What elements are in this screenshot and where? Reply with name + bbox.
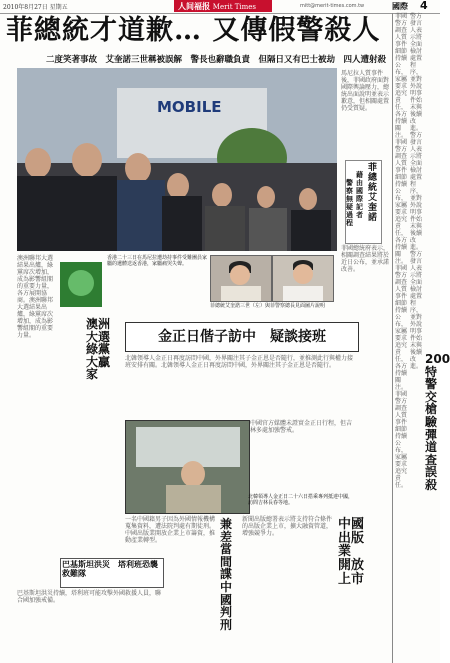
photo-caption: 香港二十三日在馬尼拉遭劫持事件受難團員家屬的遺體送返香港，家屬痛哭失聲。 xyxy=(107,255,208,267)
police-photo xyxy=(272,255,334,302)
left-column-text: 澳洲聯邦大選結果出爐，綠黨席次增加，成為影響組閣的重要力量，各方展開協商。澳洲聯邦大選結果出爐，綠黨席次增加，成為影響組閣的重要力量。 xyxy=(17,255,54,339)
person-body xyxy=(249,208,287,251)
clothing xyxy=(166,485,221,513)
issue-date: 2010年8月27日 星期五 xyxy=(3,4,68,11)
person-body xyxy=(205,206,245,251)
australia-headline: 澳洲大選 綠黨大贏家 xyxy=(86,317,123,382)
person-body xyxy=(117,180,165,251)
flood-headline: 巴基斯坦洪災 塔利班恐襲救難隊 xyxy=(62,559,158,578)
person-head xyxy=(72,143,102,177)
person-head xyxy=(299,188,317,210)
box-line-3: 警察無疑過程 xyxy=(346,178,353,227)
page-number: 4 xyxy=(420,0,428,12)
logo-text: 人间福报 xyxy=(178,1,210,11)
main-photo xyxy=(17,68,337,251)
box-line-2: 藉由國際記者 xyxy=(356,170,363,219)
publishing-headline: 中國出版業 開放上市 xyxy=(338,517,365,587)
spy-headline: 兼差當間諜 中國判刑 xyxy=(220,517,245,632)
president-photo xyxy=(210,255,272,302)
paper-logo xyxy=(174,0,272,12)
kim-caption: 北韓領導人金正日二十六日搭乘專列抵達中國，訪問吉林長春等地。 xyxy=(248,494,354,506)
kim-photo xyxy=(125,420,250,514)
photo-sign: MOBILE xyxy=(157,98,222,116)
person-body xyxy=(291,210,331,251)
photo-caption-2: 菲總統艾奎諾三世（左）與菲警察總長見面圖片說明 xyxy=(210,303,326,309)
sidebar-text: 菲國警方調查人質事件細節持續公布，家屬要求追究責任，各方持續關注。菲國警方調查人質事件細節持續公布，家屬要求追究責任，各方持續關注。菲國警方調查人質事件細節持續公布，家屬要求追究責任，各方持續關注。菲國警方調查人質事件細節持續公布，家屬要求追究責任。 xyxy=(395,13,408,489)
person-head xyxy=(257,186,275,208)
main-headline: 菲總統才道歉… 又傳假警殺人 xyxy=(6,15,381,46)
bottom-text-2: 新聞出版總署表示將支持符合條件的出版企業上市，擴大融資管道，增強競爭力。 xyxy=(242,516,333,537)
face xyxy=(293,264,313,284)
contact-email: mitt@merit-times.com.tw xyxy=(300,3,365,9)
person-body xyxy=(17,176,62,251)
face xyxy=(181,461,205,487)
president-box xyxy=(345,160,382,244)
face xyxy=(230,265,250,285)
flood-text: 巴基斯坦洪災持續，塔利班可能攻擊外國救援人員，聯合國加強戒備。 xyxy=(17,590,162,604)
person-body xyxy=(162,196,202,251)
section-logo xyxy=(60,262,102,307)
person-head xyxy=(25,148,51,178)
bottom-text: 一名中國籍男子因為外國情報機構蒐集資料，遭法院判處有期徒刑。中國出版業開放企業上市籌資，推動產業轉型。 xyxy=(125,516,216,544)
person-head xyxy=(125,153,151,183)
globe-icon xyxy=(68,270,94,296)
person-body xyxy=(62,176,117,251)
right-story-text-2: 菲國總統府表示，相關調查結果將於近日公布，並承諾改善。 xyxy=(341,245,390,273)
person-head xyxy=(212,183,232,207)
kim-headline: 金正日偕子訪中 疑談接班 xyxy=(125,322,359,352)
clothing xyxy=(221,286,261,301)
subheadline: 二度笑著事故 艾奎諾三世稱被誤解 警長也辭職負責 但隔日又有巴士被劫 四人遭射殺 xyxy=(46,55,387,65)
sidebar-text: 警方發言人表示將全面檢討處置程序，並對外說明事件始末與後續改進。警方發言人表示將全面檢討處置程序，並對外說明事件始末與後續改進。警方發言人表示將全面檢討處置程序，並對外說明事件始末與後續改進。 xyxy=(410,13,423,370)
logo-en: Merit Times xyxy=(212,3,257,11)
clothing xyxy=(283,286,323,301)
kim-side-text: 中國官方媒體未證實金正日行程，但吉林多處加強警戒。 xyxy=(250,420,353,434)
section-name: 國際 xyxy=(392,2,408,11)
masthead xyxy=(0,0,440,14)
gun-headline: 200特警交槍 驗彈道查誤殺 xyxy=(425,352,450,492)
box-line-1: 菲總統艾奎諾 xyxy=(368,163,378,223)
right-story-text: 馬尼拉人質事件後，菲國政府面對國際輿論壓力，總統出面說明並表示歉意，但相關處置仍受質疑。 xyxy=(341,70,390,112)
kim-story-text: 北韓領導人金正日再度訪問中國，外界關注其子金正恩是否隨行，並推測此行與權力接班安排有關。北韓領導人金正日再度訪問中國，外界關注其子金正恩是否隨行。 xyxy=(125,355,354,369)
right-column-stories xyxy=(392,13,450,663)
